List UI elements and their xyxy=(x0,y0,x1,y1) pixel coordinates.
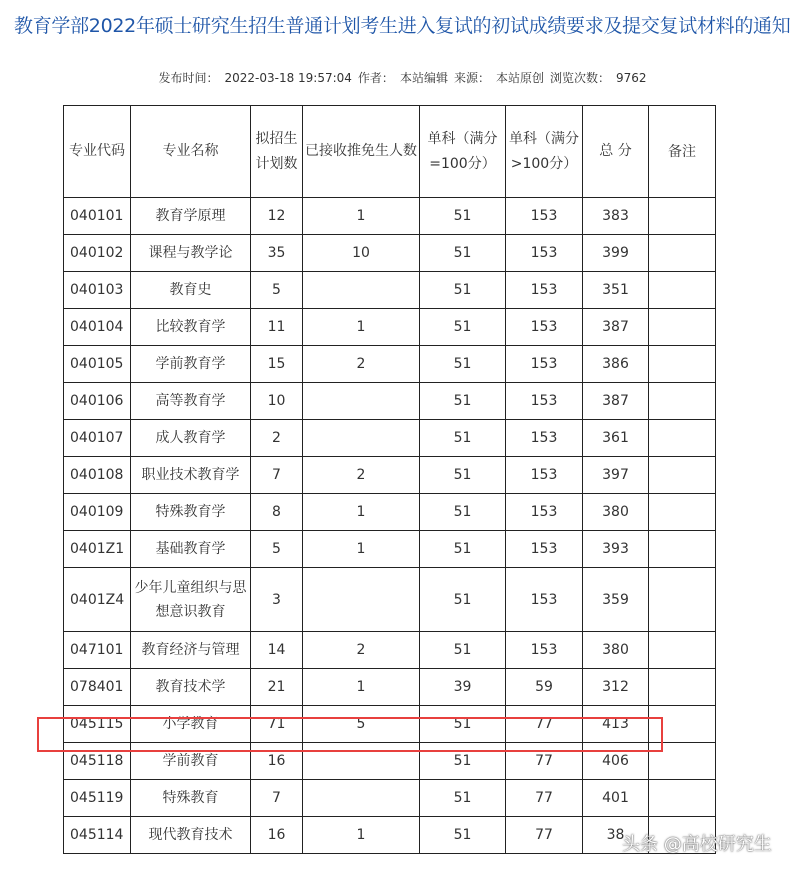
table-row xyxy=(64,531,716,568)
cell-total: 351 xyxy=(583,272,649,309)
cell-plan: 16 xyxy=(251,743,303,780)
table-row xyxy=(64,420,716,457)
cell-total: 406 xyxy=(583,743,649,780)
cell-code: 040108 xyxy=(64,457,131,494)
cell-code: 047101 xyxy=(64,632,131,669)
table-row xyxy=(64,198,716,235)
publish-time: 2022-03-18 19:57:04 xyxy=(224,71,352,85)
cell-single-gt100: 153 xyxy=(506,531,583,568)
cell-note xyxy=(649,309,716,346)
cell-single-100: 51 xyxy=(420,494,506,531)
cell-total: 401 xyxy=(583,780,649,817)
cell-code: 0401Z4 xyxy=(64,568,131,632)
cell-total: 312 xyxy=(583,669,649,706)
table-row xyxy=(64,494,716,531)
cell-code: 040104 xyxy=(64,309,131,346)
cell-code: 040102 xyxy=(64,235,131,272)
cell-note xyxy=(649,272,716,309)
cell-code: 045114 xyxy=(64,817,131,854)
cell-name: 基础教育学 xyxy=(131,531,251,568)
cell-plan: 71 xyxy=(251,706,303,743)
table-row xyxy=(64,272,716,309)
cell-exempt: 2 xyxy=(303,346,420,383)
cell-single-gt100: 153 xyxy=(506,309,583,346)
cell-note xyxy=(649,706,716,743)
table-row xyxy=(64,568,716,632)
cell-single-100: 51 xyxy=(420,420,506,457)
cell-note xyxy=(649,420,716,457)
cell-total: 383 xyxy=(583,198,649,235)
header-note: 备注 xyxy=(649,106,716,198)
views-label: 浏览次数： xyxy=(549,71,610,85)
cell-exempt: 1 xyxy=(303,198,420,235)
cell-code: 040105 xyxy=(64,346,131,383)
table-row xyxy=(64,817,716,854)
cell-single-gt100: 153 xyxy=(506,632,583,669)
cell-single-100: 51 xyxy=(420,235,506,272)
cell-single-100: 51 xyxy=(420,706,506,743)
cell-exempt: 1 xyxy=(303,817,420,854)
cell-note xyxy=(649,632,716,669)
cell-note xyxy=(649,346,716,383)
cell-name: 学前教育学 xyxy=(131,346,251,383)
cell-exempt: 1 xyxy=(303,531,420,568)
cell-name: 特殊教育 xyxy=(131,780,251,817)
views-count: 9762 xyxy=(616,71,647,85)
cell-exempt xyxy=(303,780,420,817)
cell-exempt: 1 xyxy=(303,494,420,531)
cell-exempt: 2 xyxy=(303,632,420,669)
cell-plan: 7 xyxy=(251,457,303,494)
table-row xyxy=(64,706,716,743)
cell-code: 045115 xyxy=(64,706,131,743)
article-meta xyxy=(0,69,805,87)
source-label: 来源： xyxy=(453,71,490,85)
cell-note xyxy=(649,531,716,568)
header-total: 总 分 xyxy=(583,106,649,198)
cell-plan: 5 xyxy=(251,531,303,568)
cell-plan: 35 xyxy=(251,235,303,272)
cell-single-100: 51 xyxy=(420,531,506,568)
cell-single-100: 51 xyxy=(420,309,506,346)
cell-exempt xyxy=(303,420,420,457)
article-title: 教育学部2022年硕士研究生招生普通计划考生进入复试的初试成绩要求及提交复试材料的通知 xyxy=(14,15,791,37)
cell-single-100: 51 xyxy=(420,272,506,309)
table-row xyxy=(64,383,716,420)
cell-total: 387 xyxy=(583,309,649,346)
cell-code: 040106 xyxy=(64,383,131,420)
cell-total: 399 xyxy=(583,235,649,272)
cell-total: 393 xyxy=(583,531,649,568)
cell-name: 教育经济与管理 xyxy=(131,632,251,669)
cell-single-gt100: 77 xyxy=(506,743,583,780)
cell-plan: 15 xyxy=(251,346,303,383)
table-row xyxy=(64,780,716,817)
cell-single-gt100: 153 xyxy=(506,568,583,632)
cell-code: 045118 xyxy=(64,743,131,780)
cell-code: 040103 xyxy=(64,272,131,309)
cell-total: 38 xyxy=(583,817,649,854)
cell-name: 教育史 xyxy=(131,272,251,309)
cell-exempt: 1 xyxy=(303,309,420,346)
cell-code: 078401 xyxy=(64,669,131,706)
cell-name: 小学教育 xyxy=(131,706,251,743)
cell-single-gt100: 153 xyxy=(506,420,583,457)
cell-plan: 16 xyxy=(251,817,303,854)
watermark: 头条 @高校研究生 xyxy=(622,834,772,855)
header-single-gt100: 单科（满分>100分） xyxy=(506,106,583,198)
table-header-row xyxy=(64,106,716,198)
cell-exempt: 10 xyxy=(303,235,420,272)
cell-plan: 11 xyxy=(251,309,303,346)
cell-plan: 3 xyxy=(251,568,303,632)
cell-note xyxy=(649,457,716,494)
cell-name: 学前教育 xyxy=(131,743,251,780)
cell-single-gt100: 153 xyxy=(506,346,583,383)
cell-plan: 21 xyxy=(251,669,303,706)
cell-total: 397 xyxy=(583,457,649,494)
cell-plan: 10 xyxy=(251,383,303,420)
header-plan: 拟招生计划数 xyxy=(251,106,303,198)
cell-note xyxy=(649,383,716,420)
cell-code: 040109 xyxy=(64,494,131,531)
cell-total: 387 xyxy=(583,383,649,420)
table-row xyxy=(64,235,716,272)
author-label: 作者： xyxy=(357,71,394,85)
cell-total: 413 xyxy=(583,706,649,743)
table-row xyxy=(64,309,716,346)
author: 本站编辑 xyxy=(399,71,448,85)
cell-note xyxy=(649,198,716,235)
cell-exempt xyxy=(303,743,420,780)
cell-single-gt100: 153 xyxy=(506,383,583,420)
cell-note xyxy=(649,568,716,632)
cell-exempt xyxy=(303,383,420,420)
cell-single-100: 51 xyxy=(420,568,506,632)
cell-name: 职业技术教育学 xyxy=(131,457,251,494)
cell-note xyxy=(649,780,716,817)
table-body xyxy=(64,198,716,854)
cell-single-100: 51 xyxy=(420,383,506,420)
cell-name: 教育技术学 xyxy=(131,669,251,706)
cell-name: 比较教育学 xyxy=(131,309,251,346)
cell-exempt xyxy=(303,568,420,632)
cell-single-gt100: 77 xyxy=(506,780,583,817)
cell-name: 高等教育学 xyxy=(131,383,251,420)
table-row xyxy=(64,457,716,494)
cell-single-100: 51 xyxy=(420,817,506,854)
table-row xyxy=(64,743,716,780)
publish-time-label: 发布时间： xyxy=(158,71,219,85)
cell-plan: 5 xyxy=(251,272,303,309)
cell-code: 0401Z1 xyxy=(64,531,131,568)
cell-single-100: 51 xyxy=(420,743,506,780)
cell-total: 386 xyxy=(583,346,649,383)
cell-name: 课程与教学论 xyxy=(131,235,251,272)
cell-total: 359 xyxy=(583,568,649,632)
cell-single-100: 39 xyxy=(420,669,506,706)
cell-single-100: 51 xyxy=(420,632,506,669)
cell-single-100: 51 xyxy=(420,346,506,383)
table-row xyxy=(64,346,716,383)
header-single-100: 单科（满分=100分） xyxy=(420,106,506,198)
table-row xyxy=(64,669,716,706)
cell-single-gt100: 153 xyxy=(506,198,583,235)
cell-exempt: 5 xyxy=(303,706,420,743)
cell-single-gt100: 153 xyxy=(506,494,583,531)
cell-name: 成人教育学 xyxy=(131,420,251,457)
cell-code: 045119 xyxy=(64,780,131,817)
cell-name: 少年儿童组织与思想意识教育 xyxy=(131,568,251,632)
cell-total: 380 xyxy=(583,632,649,669)
score-requirements-table xyxy=(63,105,716,854)
cell-plan: 7 xyxy=(251,780,303,817)
table-row xyxy=(64,632,716,669)
header-name: 专业名称 xyxy=(131,106,251,198)
cell-single-gt100: 59 xyxy=(506,669,583,706)
cell-plan: 8 xyxy=(251,494,303,531)
cell-single-gt100: 153 xyxy=(506,272,583,309)
cell-single-gt100: 77 xyxy=(506,817,583,854)
cell-single-gt100: 153 xyxy=(506,457,583,494)
cell-total: 361 xyxy=(583,420,649,457)
cell-exempt xyxy=(303,272,420,309)
source: 本站原创 xyxy=(495,71,544,85)
cell-exempt: 2 xyxy=(303,457,420,494)
cell-name: 特殊教育学 xyxy=(131,494,251,531)
cell-plan: 14 xyxy=(251,632,303,669)
cell-code: 040101 xyxy=(64,198,131,235)
cell-single-gt100: 77 xyxy=(506,706,583,743)
cell-single-100: 51 xyxy=(420,198,506,235)
cell-name: 教育学原理 xyxy=(131,198,251,235)
cell-plan: 2 xyxy=(251,420,303,457)
cell-note xyxy=(649,235,716,272)
cell-plan: 12 xyxy=(251,198,303,235)
cell-code: 040107 xyxy=(64,420,131,457)
cell-single-100: 51 xyxy=(420,780,506,817)
header-exempt: 已接收推免生人数 xyxy=(303,106,420,198)
cell-single-gt100: 153 xyxy=(506,235,583,272)
cell-total: 380 xyxy=(583,494,649,531)
header-code: 专业代码 xyxy=(64,106,131,198)
cell-note xyxy=(649,669,716,706)
cell-name: 现代教育技术 xyxy=(131,817,251,854)
cell-note xyxy=(649,494,716,531)
cell-single-100: 51 xyxy=(420,457,506,494)
cell-exempt: 1 xyxy=(303,669,420,706)
cell-note xyxy=(649,743,716,780)
